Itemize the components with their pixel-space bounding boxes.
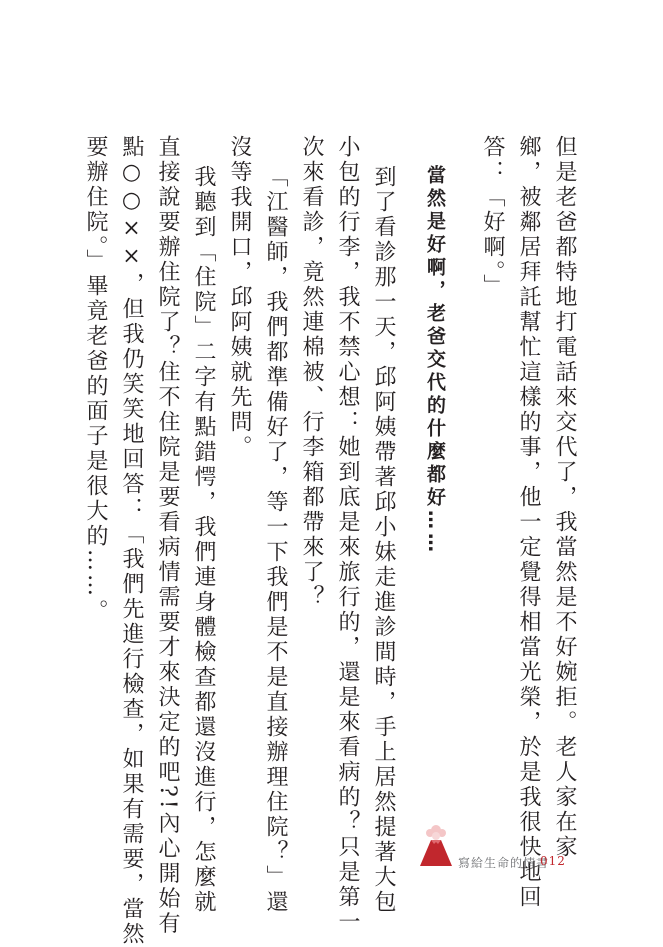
paragraph-line-1: 但是老爸都特地打電話來交代了，我當然是不好婉拒。老人家在家 <box>552 135 577 860</box>
paragraph-line-7: 「江醫師，我們都準備好了，等一下我們是不是直接辦理住院？」還 <box>263 165 288 915</box>
paragraph-line-2: 鄉，被鄰居拜託幫忙這樣的事，他一定覺得相當光榮，於是我很快地回 <box>516 135 541 910</box>
paragraph-line-12: 要辦住院。」畢竟老爸的面子是很大的……。 <box>83 135 108 624</box>
emphasis-line: 當然是好啊，老爸交代的什麼都好…… <box>424 165 446 556</box>
red-mountain-icon <box>418 820 454 870</box>
paragraph-line-4: 到了看診那一天，邱阿姨帶著邱小妹走進診間時，手上居然提著大包 <box>371 165 396 915</box>
page-footer <box>418 820 588 870</box>
page-number: 012 <box>540 854 566 868</box>
paragraph-line-11: 點○○××，但我仍笑笑地回答：「我們先進行檢查，如果有需要，當然 <box>119 135 144 947</box>
paragraph-line-8: 沒等我開口，邱阿姨就先問。 <box>227 135 252 460</box>
paragraph-line-3: 答：「好啊。」 <box>480 135 505 299</box>
paragraph-line-5: 小包的行李，我不禁心想：她到底是來旅行的，還是來看病的？只是第一 <box>335 135 360 935</box>
paragraph-line-9: 我聽到「住院」二字有點錯愕，我們連身體檢查都還沒進行，怎麼就 <box>191 165 216 915</box>
book-title: 寫給生命的情書 <box>458 856 550 870</box>
paragraph-line-6: 次來看診，竟然連棉被、行李箱都帶來了？ <box>299 135 324 610</box>
paragraph-line-10: 直接說要辦住院了？住不住院是要看病情需要才來決定的吧?!內心開始有 <box>155 135 180 937</box>
